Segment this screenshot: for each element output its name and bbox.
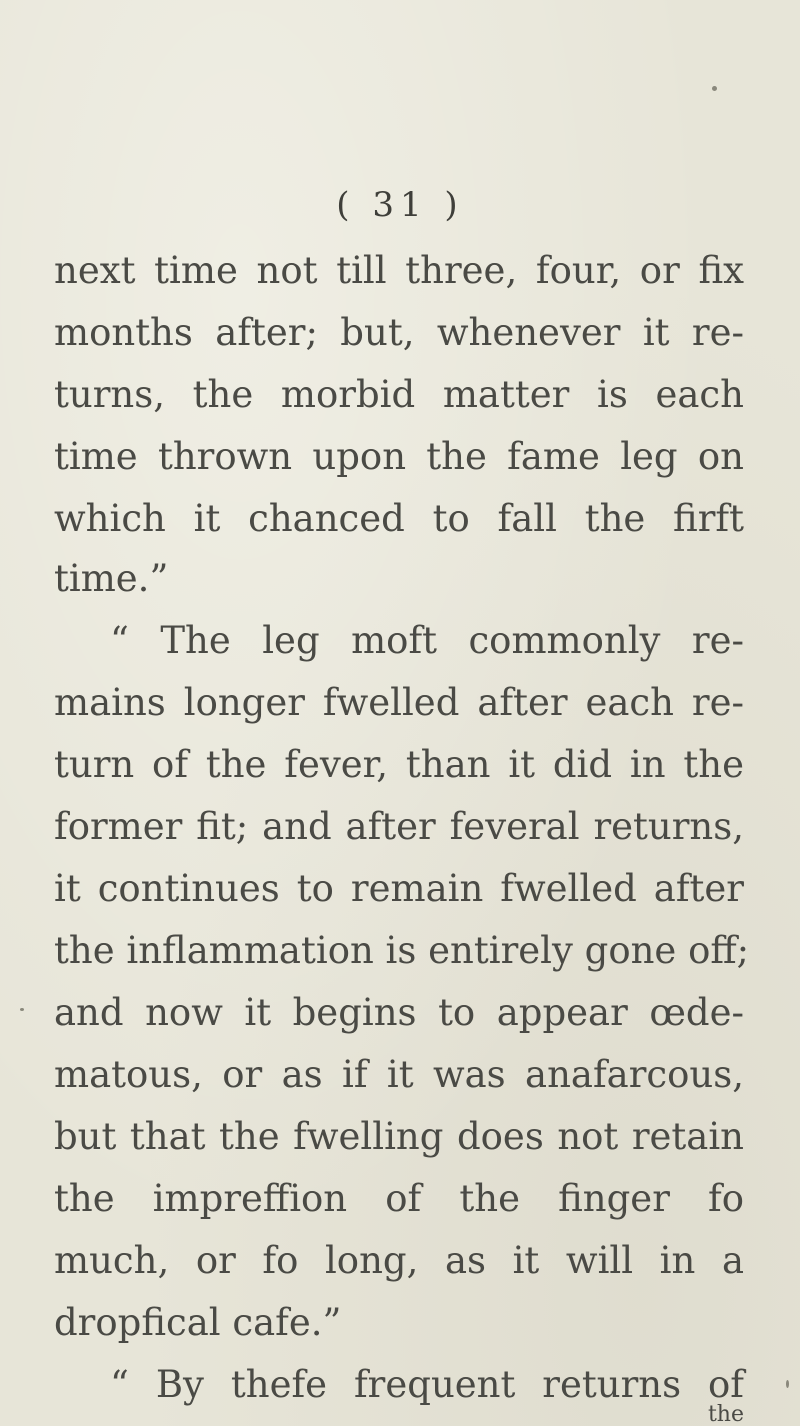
text-line-18: dropfical cafe.” <box>54 1301 342 1344</box>
paper-speck <box>712 86 717 91</box>
text-line-2: months after; but, whenever it re- <box>54 311 744 354</box>
text-line-5: which it chanced to fall the firft <box>54 497 744 540</box>
text-line-15: but that the fwelling does not retain <box>54 1115 744 1158</box>
text-line-3: turns, the morbid matter is each <box>54 373 744 416</box>
catchword: the <box>707 1404 744 1426</box>
text-line-4: time thrown upon the fame leg on <box>54 435 744 478</box>
text-line-1: next time not till three, four, or fix <box>54 249 744 292</box>
paper-speck <box>20 1008 24 1011</box>
text-line-12: the inflammation is entirely gone off; <box>54 929 750 972</box>
page-number: ( 31 ) <box>336 185 464 225</box>
text-line-14: matous, or as if it was anafarcous, <box>54 1053 744 1096</box>
text-line-8: mains longer fwelled after each re- <box>54 681 744 724</box>
text-line-9: turn of the fever, than it did in the <box>54 743 744 786</box>
text-line-16: the impreffion of the finger fo <box>54 1177 744 1220</box>
paper-speck <box>786 1380 789 1388</box>
text-line-7: “ The leg moft commonly re- <box>110 619 744 662</box>
text-line-19: “ By thefe frequent returns of <box>110 1363 744 1406</box>
text-line-13: and now it begins to appear œde- <box>54 991 744 1034</box>
text-line-10: former fit; and after feveral returns, <box>54 805 744 848</box>
text-line-11: it continues to remain fwelled after <box>54 867 744 910</box>
text-line-6: time.” <box>54 557 169 600</box>
text-line-17: much, or fo long, as it will in a <box>54 1239 744 1282</box>
